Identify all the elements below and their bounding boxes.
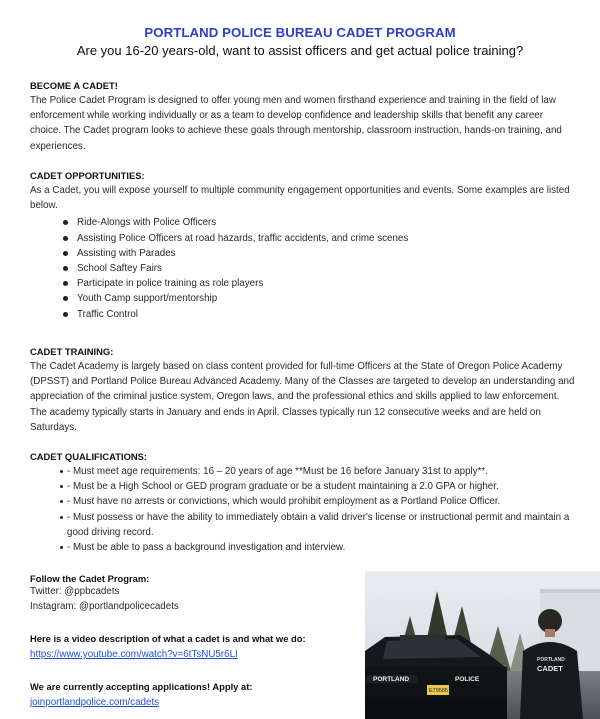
bullet-icon: [60, 500, 63, 503]
opportunities-section: [30, 170, 575, 322]
opportunities-heading: CADET OPPORTUNITIES:: [30, 170, 145, 181]
jacket-main-text: CADET: [537, 664, 563, 673]
qualifications-section: [30, 451, 575, 555]
bullet-icon: [60, 546, 63, 549]
bullet-icon: [60, 485, 63, 488]
list-item: Traffic Control: [30, 307, 575, 322]
bullet-icon: [63, 266, 68, 271]
training-body: The Cadet Academy is largely based on class content provided for full-time Officers at the State of Oregon Police Academy (DPSST) and Portland Police Bureau Advanced Academy. Many of the Classes are targeted to develop an understanding and appreciation of the criminal justice system, Oregon laws, and the professional ethics and skills applied to law enforcement. The academy typically starts in January and ends in April. Classes typically run 12 consecutive weeks and are held on Saturdays.: [30, 361, 575, 433]
list-item: Assisting with Parades: [30, 246, 575, 261]
become-body: The Police Cadet Program is designed to offer young men and women firsthand experience and training in the field of law enforcement while working individually or as a team to develop confidence and leadership skills that benefit any career choice. The Cadet program looks to achieve these goals through mentorship, classroom instruction, hands-on training, and experiences.: [30, 95, 562, 152]
jacket-top-text: PORTLAND: [537, 657, 565, 663]
bullet-icon: [63, 312, 68, 317]
follow-heading: Follow the Cadet Program:: [30, 573, 150, 584]
apply-heading: We are currently accepting applications! Apply at:: [30, 681, 253, 692]
instagram-handle: Instagram: @portlandpolicecadets: [30, 601, 179, 613]
list-item: - Must possess or have the ability to immediately obtain a valid driver's license or instructional permit and maintain a good driving record.: [30, 510, 575, 540]
bullet-icon: [60, 470, 63, 473]
qualifications-list: [30, 464, 575, 555]
page-subtitle: Are you 16-20 years-old, want to assist officers and get actual police training?: [76, 43, 524, 58]
bullet-icon: [63, 236, 68, 241]
training-heading: CADET TRAINING:: [30, 346, 114, 357]
car-text-left: PORTLAND: [373, 676, 410, 683]
list-item: - Must be a High School or GED program graduate or be a student maintaining a 2.0 GPA or higher.: [30, 479, 575, 494]
bullet-icon: [60, 516, 63, 519]
become-heading: BECOME A CADET!: [30, 80, 118, 91]
video-link[interactable]: https://www.youtube.com/watch?v=6tTsNU5r6LI: [30, 649, 238, 660]
opportunities-intro: As a Cadet, you will expose yourself to multiple community engagement opportunities and events. Some examples are listed below.: [30, 185, 570, 212]
bullet-icon: [63, 296, 68, 301]
twitter-handle: Twitter: @ppbcadets: [30, 586, 120, 597]
list-item: Assisting Police Officers at road hazards, traffic accidents, and crime scenes: [30, 231, 575, 246]
cadet-photo: [365, 571, 600, 719]
opportunities-list: [30, 215, 575, 321]
video-section: [30, 633, 360, 662]
training-section: [30, 346, 575, 435]
car-text-right: POLICE: [455, 676, 480, 683]
qualifications-heading: CADET QUALIFICATIONS:: [30, 451, 148, 462]
become-section: [30, 80, 575, 154]
video-heading: Here is a video description of what a cadet is and what we do:: [30, 633, 306, 644]
list-item: School Saftey Fairs: [30, 261, 575, 276]
bullet-icon: [63, 251, 68, 256]
page-title: PORTLAND POLICE BUREAU CADET PROGRAM: [144, 25, 456, 40]
list-item: Ride-Alongs with Police Officers: [30, 215, 575, 230]
license-plate: E79585: [429, 688, 448, 694]
bullet-icon: [63, 281, 68, 286]
bullet-icon: [63, 220, 68, 225]
list-item: - Must meet age requirements: 16 – 20 years of age **Must be 16 before January 31st to apply**.: [30, 464, 575, 479]
apply-section: [30, 681, 360, 710]
list-item: Participate in police training as role players: [30, 276, 575, 291]
follow-section: [30, 573, 350, 614]
apply-link[interactable]: joinportlandpolice.com/cadets: [30, 697, 160, 708]
list-item: Youth Camp support/mentorship: [30, 291, 575, 306]
list-item: - Must have no arrests or convictions, which would prohibit employment as a Portland Police Officer.: [30, 494, 575, 509]
list-item: - Must be able to pass a background investigation and interview.: [30, 540, 575, 555]
